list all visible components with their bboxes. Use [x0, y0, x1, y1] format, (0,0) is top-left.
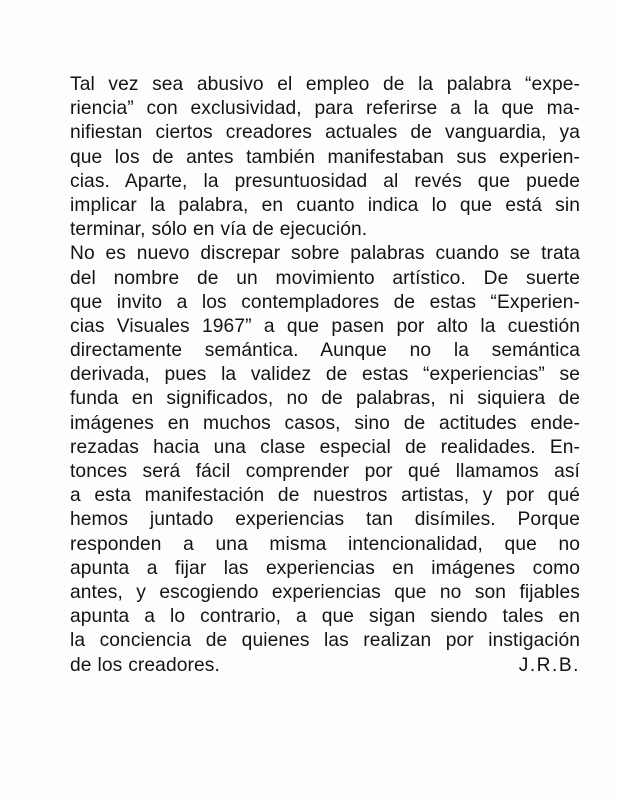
text-line: Tal vez sea abusivo el empleo de la palabra “expe-	[70, 74, 580, 95]
paragraph-2	[70, 242, 580, 677]
text-line: del nombre de un movimiento artístico. De suerte	[70, 267, 580, 289]
text-line: hemos juntado experiencias tan disímiles. Porque	[70, 509, 580, 531]
closing-line	[70, 654, 580, 678]
text-line: funda en significados, no de palabras, ni siquiera de	[70, 388, 580, 410]
text-line: imágenes en muchos casos, sino de actitudes ende-	[70, 412, 580, 434]
text-line: No es nuevo discrepar sobre palabras cuando se trata	[70, 243, 580, 265]
text-line: a esta manifestación de nuestros artistas, y por qué	[70, 485, 580, 507]
text-line: rezadas hacia una clase especial de realidades. En-	[70, 436, 580, 458]
body-text	[70, 73, 580, 678]
text-line: que invito a los contempladores de estas “Experien-	[70, 291, 580, 313]
text-line: riencia” con exclusividad, para referirse a la que ma-	[70, 98, 580, 120]
author-signature: J.R.B.	[518, 654, 580, 676]
text-line: nifiestan ciertos creadores actuales de vanguardia, ya	[70, 122, 580, 144]
text-line: apunta a fijar las experiencias en imágenes como	[70, 557, 580, 579]
text-line: directamente semántica. Aunque no la semántica	[70, 340, 580, 362]
text-line: antes, y escogiendo experiencias que no son fijables	[70, 581, 580, 603]
text-line: cias Visuales 1967” a que pasen por alto la cuestión	[70, 315, 580, 337]
text-line: que los de antes también manifestaban sus experien-	[70, 146, 580, 168]
text-line: de los creadores.	[70, 654, 220, 676]
text-line: derivada, pues la validez de estas “experiencias” se	[70, 364, 580, 386]
text-line: responden a una misma intencionalidad, que no	[70, 533, 580, 555]
text-line: terminar, sólo en vía de ejecución.	[70, 219, 368, 241]
text-line: cias. Aparte, la presuntuosidad al revés que puede	[70, 170, 580, 192]
text-line: implicar la palabra, en cuanto indica lo que está sin	[70, 194, 580, 216]
text-line: tonces será fácil comprender por qué llamamos así	[70, 461, 580, 482]
paragraph-1	[70, 73, 580, 242]
text-line: apunta a lo contrario, a que sigan siendo tales en	[70, 606, 580, 628]
text-line: la conciencia de quienes las realizan por instigación	[70, 630, 580, 652]
